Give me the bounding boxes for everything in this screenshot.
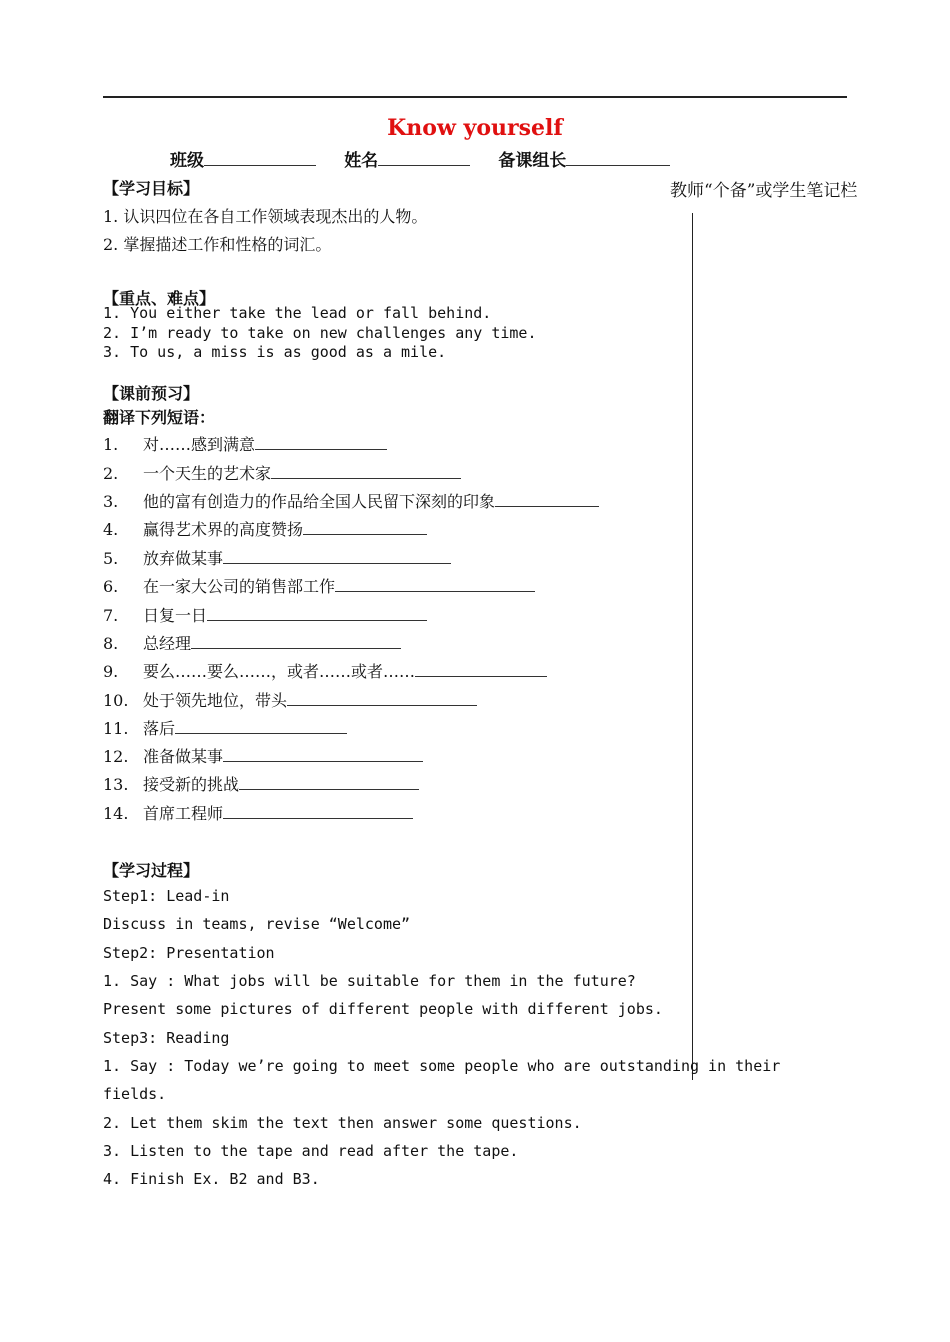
phrase-item: 9. 要么……要么……，或者……或者…… bbox=[103, 659, 547, 682]
key-point-item: 2. I’m ready to take on new challenges any time. bbox=[103, 324, 537, 342]
name-label: 姓名 bbox=[344, 151, 379, 171]
process-line: 1. Say : What jobs will be suitable for them in the future? bbox=[103, 972, 636, 990]
phrase-item: 4. 赢得艺术界的高度赞扬 bbox=[103, 517, 427, 540]
process-line: Present some pictures of different people with different jobs. bbox=[103, 1000, 663, 1018]
phrase-item: 5. 放弃做某事 bbox=[103, 546, 451, 569]
goals-heading: 【学习目标】 bbox=[103, 179, 200, 198]
answer-blank[interactable] bbox=[495, 491, 599, 507]
answer-blank[interactable] bbox=[191, 633, 401, 649]
process-line: 2. Let them skim the text then answer some questions. bbox=[103, 1114, 582, 1132]
goal-item: 2. 掌握描述工作和性格的词汇。 bbox=[103, 235, 332, 254]
answer-blank[interactable] bbox=[271, 463, 461, 479]
answer-blank[interactable] bbox=[335, 576, 535, 592]
phrase-item: 11. 落后 bbox=[103, 716, 347, 739]
answer-blank[interactable] bbox=[223, 803, 413, 819]
key-point-item: 3. To us, a miss is as good as a mile. bbox=[103, 343, 447, 361]
class-label: 班级 bbox=[170, 151, 204, 171]
phrase-item: 14. 首席工程师 bbox=[103, 801, 413, 824]
process-line: 1. Say : Today we’re going to meet some people who are outstanding in their bbox=[103, 1057, 781, 1075]
process-line: 3. Listen to the tape and read after the tape. bbox=[103, 1142, 519, 1160]
phrase-item: 10. 处于领先地位，带头 bbox=[103, 688, 477, 711]
process-heading: 【学习过程】 bbox=[103, 861, 200, 880]
notes-column-divider bbox=[692, 213, 693, 1080]
phrase-item: 3. 他的富有创造力的作品给全国人民留下深刻的印象 bbox=[103, 489, 599, 512]
process-line: fields. bbox=[103, 1085, 167, 1103]
answer-blank[interactable] bbox=[415, 661, 547, 677]
top-rule bbox=[103, 96, 847, 98]
answer-blank[interactable] bbox=[223, 746, 423, 762]
phrase-item: 8. 总经理 bbox=[103, 631, 401, 654]
phrase-item: 13. 接受新的挑战 bbox=[103, 772, 419, 795]
goal-item: 1. 认识四位在各自工作领域表现杰出的人物。 bbox=[103, 207, 428, 226]
answer-blank[interactable] bbox=[303, 519, 427, 535]
answer-blank[interactable] bbox=[239, 774, 419, 790]
process-line: Step2: Presentation bbox=[103, 944, 275, 962]
leader-label: 备课组长 bbox=[498, 151, 567, 171]
answer-blank[interactable] bbox=[175, 718, 347, 734]
preview-heading: 【课前预习】 bbox=[103, 384, 200, 403]
page-title: Know yourself bbox=[387, 115, 563, 141]
process-line: Discuss in teams, revise “Welcome” bbox=[103, 915, 411, 933]
notes-column-heading: 教师“个备”或学生笔记栏 bbox=[670, 181, 858, 201]
name-blank[interactable] bbox=[378, 150, 470, 166]
class-blank[interactable] bbox=[204, 150, 316, 166]
phrase-item: 7. 日复一日 bbox=[103, 603, 427, 626]
key-points-heading: 【重点、难点】 bbox=[103, 289, 216, 308]
answer-blank[interactable] bbox=[255, 434, 387, 450]
process-line: Step3: Reading bbox=[103, 1029, 230, 1047]
phrase-item: 1. 对……感到满意 bbox=[103, 432, 387, 455]
process-line: Step1: Lead-in bbox=[103, 887, 230, 905]
leader-blank[interactable] bbox=[566, 150, 670, 166]
phrase-item: 12. 准备做某事 bbox=[103, 744, 423, 767]
phrase-item: 6. 在一家大公司的销售部工作 bbox=[103, 574, 535, 597]
answer-blank[interactable] bbox=[207, 605, 427, 621]
key-point-item: 1. You either take the lead or fall behind. bbox=[103, 304, 492, 322]
answer-blank[interactable] bbox=[287, 690, 477, 706]
phrase-item: 2. 一个天生的艺术家 bbox=[103, 461, 461, 484]
process-line: 4. Finish Ex. B2 and B3. bbox=[103, 1170, 320, 1188]
answer-blank[interactable] bbox=[223, 548, 451, 564]
info-line bbox=[170, 146, 670, 171]
preview-subheading: 翻译下列短语： bbox=[103, 408, 216, 427]
